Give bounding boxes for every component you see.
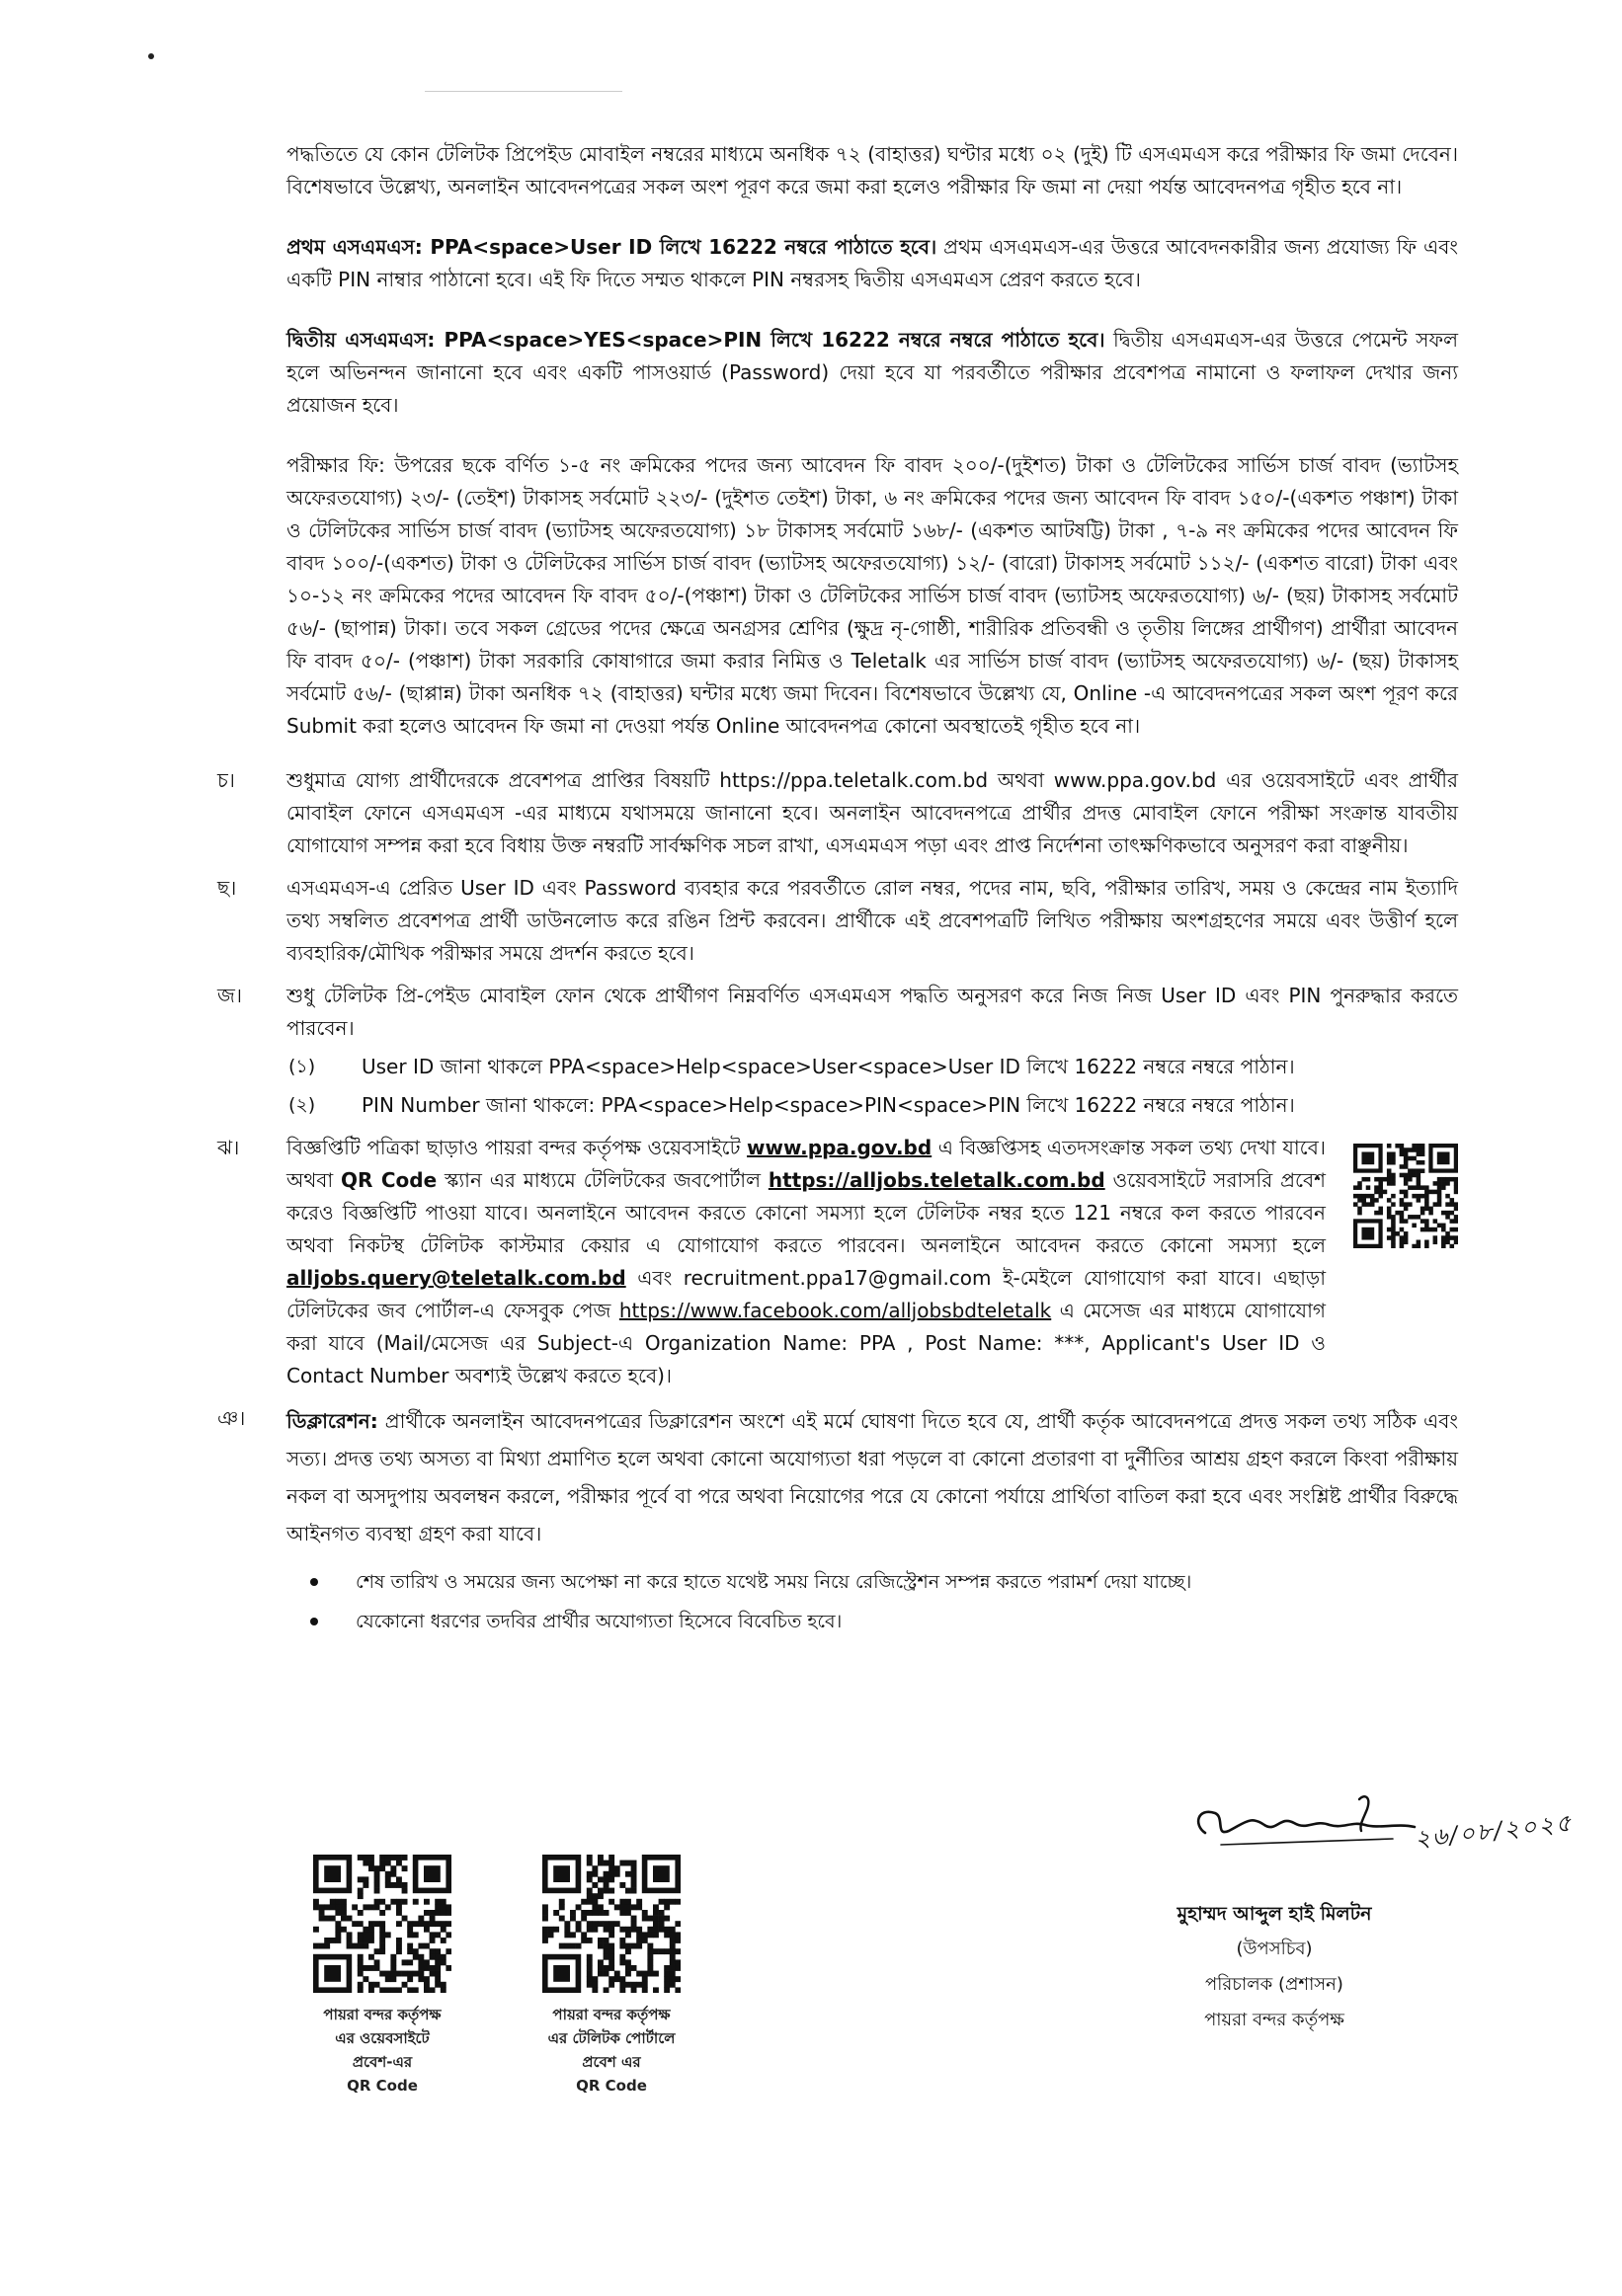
signer-name: মুহাম্মদ আব্দুল হাই মিলটন	[1176, 1903, 1372, 1925]
jha-text-1: বিজ্ঞপ্তিটি পত্রিকা ছাড়াও পায়রা বন্দর কর্তৃপক্ষ ওয়েবসাইটে	[286, 1136, 748, 1159]
sms2-body: দ্বিতীয় এসএমএস-এর উত্তরে পেমেন্ট সফল হলে অভিনন্দন জানানো হবে এবং একটি পাসওয়ার্ড (Password) দেয়া হবে যা পরবর্তীতে পরীক্ষার প্রবেশপত্র নামানো ও ফলাফল দেখার জন্য প্রয়োজন হবে।	[286, 328, 1458, 417]
signer-designation: (উপসচিব)	[1236, 1939, 1313, 1959]
scan-dot	[148, 53, 154, 59]
sub-item-number: (১)	[288, 1056, 316, 1077]
sms2-paragraph	[286, 324, 1458, 422]
item-marker: ঝ।	[217, 1136, 240, 1159]
signature-date: ২৬/০৮/২০২৫	[1413, 1808, 1575, 1854]
item-cha-text: শুধুমাত্র যোগ্য প্রার্থীদেরকে প্রবেশপত্র প্রাপ্তির বিষয়টি https://ppa.teletalk.com.bd অথবা www.ppa.gov.bd এর ওয়েবসাইটে এবং প্রার্থীর মোবাইল ফোনে এসএমএস -এর মাধ্যমে যথাসময়ে জানানো হবে। অনলাইন আবেদনপত্রে প্রার্থীর প্রদত্ত মোবাইল ফোনে পরীক্ষা সংক্রান্ত যাবতীয় যোগাযোগ সম্পন্ন করা হবে বিধায় উক্ত নম্বরটি সার্বক্ষণিক সচল রাখা, এসএমএস পড়া এবং প্রাপ্ত নির্দেশনা তাৎক্ষণিকভাবে অনুসরণ করা বাঞ্ছনীয়।	[286, 768, 1458, 857]
qr-graphic	[1353, 1144, 1458, 1248]
bullet-icon	[310, 1618, 318, 1625]
qr-caption-line: এর ওয়েবসাইটে	[335, 2029, 430, 2047]
jha-text-2: এ বিজ্ঞপ্তিসহ এতদসংক্রান্ত সকল তথ্য দেখা যাবে। অথবা	[286, 1136, 1326, 1192]
note-text: যেকোনো ধরণের তদবির প্রার্থীর অযোগ্যতা হিসেবে বিবেচিত হবে।	[356, 1611, 843, 1632]
qr-caption-line: প্রবেশ-এর	[352, 2053, 413, 2071]
item-marker: ছ।	[217, 876, 237, 900]
item-jha-text	[286, 1132, 1326, 1392]
qr-caption-line: প্রবেশ এর	[582, 2053, 641, 2071]
qr-caption-line: এর টেলিটক পোর্টালে	[547, 2029, 676, 2047]
fees-paragraph: পরীক্ষার ফি: উপরের ছকে বর্ণিত ১-৫ নং ক্রমিকের পদের জন্য আবেদন ফি বাবদ ২০০/-(দুইশত) টাকা ও টেলিটকের সার্ভিস চার্জ বাবদ (ভ্যাটসহ অফেরতযোগ্য) ২৩/- (তেইশ) টাকাসহ সর্বমোট ২২৩/- (দুইশত তেইশ) টাকা, ৬ নং ক্রমিকের পদের জন্য আবেদন ফি বাবদ ১৫০/-(একশত পঞ্চাশ) টাকা ও টেলিটকের সার্ভিস চার্জ বাবদ (ভ্যাটসহ অফেরতযোগ্য) ১৮ টাকাসহ সর্বমোট ১৬৮/- (একশত আটষট্টি) টাকা , ৭-৯ নং ক্রমিকের পদের আবেদন ফি বাবদ ১০০/-(একশত) টাকা ও টেলিটকের সার্ভিস চার্জ বাবদ (ভ্যাটসহ অফেরতযোগ্য) ১২/- (বারো) টাকাসহ সর্বমোট ১১২/- (একশত বারো) টাকা এবং ১০-১২ নং ক্রমিকের পদের আবেদন ফি বাবদ ৫০/-(পঞ্চাশ) টাকা ও টেলিটকের সার্ভিস চার্জ বাবদ (ভ্যাটসহ অফেরতযোগ্য) ৬/- (ছয়) টাকাসহ সর্বমোট ৫৬/- (ছাপান্ন) টাকা। তবে সকল গ্রেডের পদের ক্ষেত্রে অনগ্রসর শ্রেণির (ক্ষুদ্র নৃ-গোষ্ঠী, শারীরিক প্রতিবন্ধী ও তৃতীয় লিঙ্গের প্রার্থীগণ) প্রার্থীরা আবেদন ফি বাবদ ৫০/- (পঞ্চাশ) টাকা সরকারি কোষাগারে জমা করার নিমিত্ত ও Teletalk এর সার্ভিস চার্জ বাবদ (ভ্যাটসহ অফেরতযোগ্য) ৬/- (ছয়) টাকাসহ সর্বমোট ৫৬/- (ছাপ্পান্ন) টাকা অনধিক ৭২ (বাহাত্তর) ঘন্টার মধ্যে জমা দিবেন। বিশেষভাবে উল্লেখ্য যে, Online -এ আবেদনপত্রের সকল অংশ পূরণ করে Submit করা হলেও আবেদন ফি জমা না দেওয়া পর্যন্ত Online আবেদনপত্র কোনো অবস্থাতেই গৃহীত হবে না।	[286, 453, 1458, 738]
facebook-link[interactable]: https://www.facebook.com/alljobsbdteletalk	[618, 1299, 1052, 1322]
note-text: শেষ তারিখ ও সময়ের জন্য অপেক্ষা না করে হাতে যথেষ্ট সময় নিয়ে রেজিস্ট্রেশন সম্পন্ন করতে পরামর্শ দেয়া যাচ্ছে।	[356, 1571, 1192, 1593]
item-marker: জ।	[217, 984, 243, 1007]
sms1-heading: প্রথম এসএমএস: PPA<space>User ID লিখে 16222 নম্বরে পাঠাতে হবে।	[286, 235, 937, 259]
declaration-heading: ডিক্লারেশন:	[286, 1409, 378, 1433]
qr-graphic	[542, 1855, 681, 1993]
list-item	[304, 1562, 1458, 1602]
qr-code-label: QR Code	[341, 1168, 438, 1192]
item-jha	[217, 1132, 1458, 1392]
qr-teletalk-block	[518, 1855, 705, 2098]
item-ja-text: শুধু টেলিটক প্রি-পেইড মোবাইল ফোন থেকে প্রার্থীগণ নিম্নবর্ণিত এসএমএস পদ্ধতি অনুসরণ করে নিজ নিজ User ID এবং PIN পুনরুদ্ধার করতে পারবেন।	[286, 984, 1458, 1040]
scan-line	[425, 91, 622, 92]
sms1-body: প্রথম এসএমএস-এর উত্তরে আবেদনকারীর জন্য প্রযোজ্য ফি এবং একটি PIN নাম্বার পাঠানো হবে। এই ফি দিতে সম্মত থাকলে PIN নম্বরসহ দ্বিতীয় এসএমএস প্রেরণ করতে হবে।	[286, 235, 1458, 291]
item-nya	[217, 1402, 1458, 1552]
query-email-link[interactable]: alljobs.query@teletalk.com.bd	[286, 1266, 626, 1290]
list-item	[304, 1602, 1458, 1641]
item-chha-text: এসএমএস-এ প্রেরিত User ID এবং Password ব্যবহার করে পরবর্তীতে রোল নম্বর, পদের নাম, ছবি, পরীক্ষার তারিখ, সময় ও কেন্দ্রের নাম ইত্যাদি তথ্য সম্বলিত প্রবেশপত্র প্রার্থী ডাউনলোড করে রঙিন প্রিন্ট করবেন। প্রার্থীকে এই প্রবেশপত্রটি লিখিত পরীক্ষায় অংশগ্রহণের সময়ে এবং উত্তীর্ণ হলে ব্যবহারিক/মৌখিক পরীক্ষার সময়ে প্রদর্শন করতে হবে।	[286, 876, 1458, 965]
signer-organization: পায়রা বন্দর কর্তৃপক্ষ	[1204, 2010, 1344, 2030]
jha-text-5: এবং recruitment.ppa17@gmail.com ই-মেইলে যোগাযোগ করা যাবে। এছাড়া টেলিটকের জব পোর্টাল-এ ফেসবুক পেজ	[286, 1266, 1326, 1322]
qr-caption-line: পায়রা বন্দর কর্তৃপক্ষ	[323, 2006, 442, 2023]
declaration-text: প্রার্থীকে অনলাইন আবেদনপত্রের ডিক্লারেশন অংশে এই মর্মে ঘোষণা দিতে হবে যে, প্রার্থী কর্তৃক আবেদনপত্রে প্রদত্ত সকল তথ্য সঠিক এবং সত্য। প্রদত্ত তথ্য অসত্য বা মিথ্যা প্রমাণিত হলে অথবা কোনো অযোগ্যতা ধরা পড়লে বা কোনো প্রতারণা বা দুর্নীতির আশ্রয় গ্রহণ করলে কিংবা পরীক্ষায় নকল বা অসদুপায় অবলম্বন করলে, পরীক্ষার পূর্বে বা পরে অথবা নিয়োগের পরে যে কোনো পর্যায়ে প্রার্থিতা বাতিল করা হবে এবং সংশ্লিষ্ট প্রার্থীর বিরুদ্ধে আইনগত ব্যবস্থা গ্রহণ করা যাবে।	[286, 1409, 1458, 1545]
jha-text-4: ওয়েবসাইটে সরাসরি প্রবেশ করেও বিজ্ঞপ্তিটি পাওয়া যাবে। অনলাইনে আবেদন করতে কোনো সমস্যা হলে টেলিটক নম্বর হতে 121 নম্বরে কল করতে পারবেন অথবা নিকটস্থ টেলিটক কাস্টমার কেয়ার এ যোগাযোগ করতে পারবেন। অনলাইনে আবেদন করতে কোনো সমস্যা হলে	[286, 1168, 1326, 1257]
qr-graphic	[313, 1855, 451, 1993]
qr-caption-line: QR Code	[347, 2077, 418, 2095]
item-cha	[217, 764, 1458, 862]
notice-body	[217, 138, 1458, 1641]
item-jha-wrap	[286, 1132, 1458, 1392]
qr-caption	[518, 2003, 705, 2098]
qr-code-icon[interactable]	[313, 1855, 451, 1993]
qr-code-icon	[1353, 1144, 1458, 1248]
declaration-paragraph	[286, 1402, 1458, 1552]
jha-text-3: স্ক্যান এর মাধ্যমে টেলিটকের জবপোর্টাল	[437, 1168, 769, 1192]
qr-website-block	[288, 1855, 476, 2098]
sub-item-text: PIN Number জানা থাকলে: PPA<space>Help<space>PIN<space>PIN লিখে 16222 নম্বরে নম্বরে পাঠান।	[362, 1093, 1295, 1117]
sub-item	[286, 1051, 1458, 1083]
jha-text-6: এ মেসেজ এর মাধ্যমে যোগাযোগ করা যাবে (Mail/মেসেজ এর Subject-এ Organization Name: PPA , Post Name: ***, Applicant's User ID ও Contact Number অবশ্যই উল্লেখ করতে হবে)।	[286, 1299, 1326, 1387]
qr-caption-line: QR Code	[576, 2077, 647, 2095]
item-chha	[217, 872, 1458, 970]
sms2-heading: দ্বিতীয় এসএমএস: PPA<space>YES<space>PIN লিখে 16222 নম্বরে নম্বরে পাঠাতে হবে।	[286, 328, 1105, 352]
sub-item-text: User ID জানা থাকলে PPA<space>Help<space>User<space>User ID লিখে 16222 নম্বরে নম্বরে পাঠান।	[362, 1055, 1295, 1078]
item-marker: চ।	[217, 768, 235, 792]
alljobs-link[interactable]: https://alljobs.teletalk.com.bd	[768, 1168, 1105, 1192]
item-ja	[217, 980, 1458, 1122]
qr-caption-line: পায়রা বন্দর কর্তৃপক্ষ	[552, 2006, 671, 2023]
notes-list	[304, 1562, 1458, 1641]
sub-item-number: (২)	[288, 1094, 316, 1116]
sms1-paragraph	[286, 231, 1458, 296]
item-marker: ঞ।	[217, 1406, 246, 1430]
signature-graphic	[1185, 1785, 1432, 1859]
ppa-website-link[interactable]: www.ppa.gov.bd	[747, 1136, 933, 1159]
qr-caption	[288, 2003, 476, 2098]
qr-code-icon[interactable]	[542, 1855, 681, 1993]
signer-block	[1057, 1896, 1492, 2038]
bullet-icon	[310, 1578, 318, 1586]
intro-paragraph: পদ্ধতিতে যে কোন টেলিটক প্রিপেইড মোবাইল নম্বরের মাধ্যমে অনধিক ৭২ (বাহাত্তর) ঘণ্টার মধ্যে ০২ (দুই) টি এসএমএস করে পরীক্ষার ফি জমা দেবেন। বিশেষভাবে উল্লেখ্য, অনলাইন আবেদনপত্রের সকল অংশ পূরণ করে জমা করা হলেও পরীক্ষার ফি জমা না দেয়া পর্যন্ত আবেদনপত্র গৃহীত হবে না।	[286, 142, 1458, 198]
signer-role: পরিচালক (প্রশাসন)	[1205, 1974, 1343, 1995]
sub-item	[286, 1089, 1458, 1122]
